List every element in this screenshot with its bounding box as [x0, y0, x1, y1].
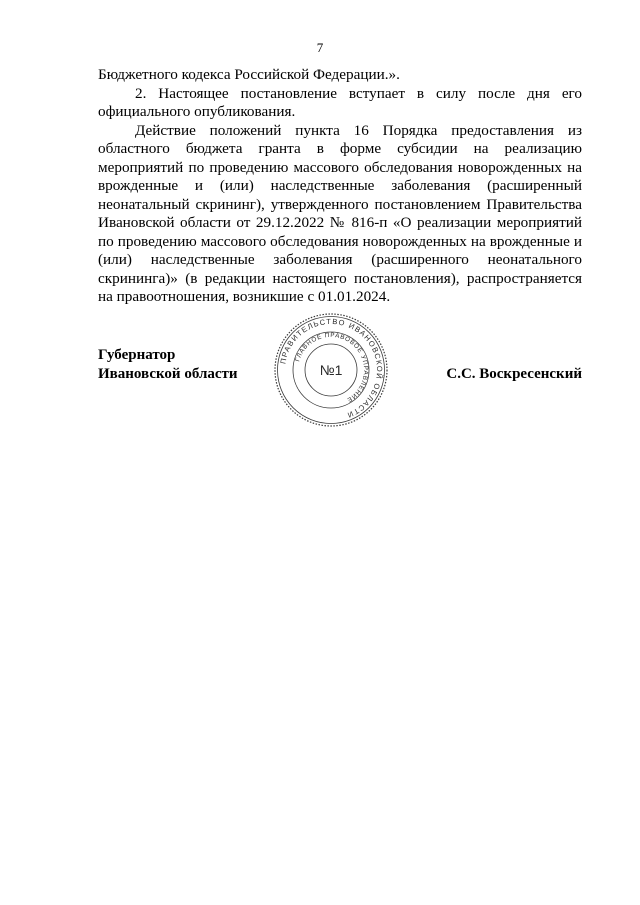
signatory-title [98, 346, 238, 384]
document-body [98, 66, 582, 307]
official-seal [273, 312, 389, 428]
seal-graphic [273, 312, 389, 428]
signatory-title-line-2: Ивановской области [98, 366, 238, 382]
page-number: 7 [316, 40, 324, 55]
paragraph-3: Действие положений пункта 16 Порядка предоставления из областного бюджета гранта в форме субсидии на реализацию мероприятий по проведению массового обследования новорожденных на врожденные и (или) наследственные заболевания (расширенный неонатальный скрининг), утвержденного постановлением Правительства Ивановской области от 29.12.2022 № 816-п «О реализации мероприятий по проведению массового обследования новорожденных на врожденные и (или) наследственные заболевания (расширенного неонатального скрининга)» (в редакции настоящего постановления), распространяется на правоотношения, возникшие с 01.01.2024. [98, 121, 582, 305]
seal-inner-text: ГЛАВНОЕ ПРАВОВОЕ УПРАВЛЕНИЕ [294, 331, 370, 404]
signatory-title-line-1: Губернатор [98, 347, 176, 363]
signatory-name: С.С. Воскресенский [446, 366, 582, 382]
seal-center-number: №1 [319, 362, 343, 378]
body-line-budget-code: Бюджетного кодекса Российской Федерации.». [98, 66, 400, 83]
paragraph-2: 2. Настоящее постановление вступает в силу после дня его официального опубликования. [98, 84, 582, 120]
seal-outer-text: ПРАВИТЕЛЬСТВО ИВАНОВСКОЙ ОБЛАСТИ [278, 316, 385, 421]
